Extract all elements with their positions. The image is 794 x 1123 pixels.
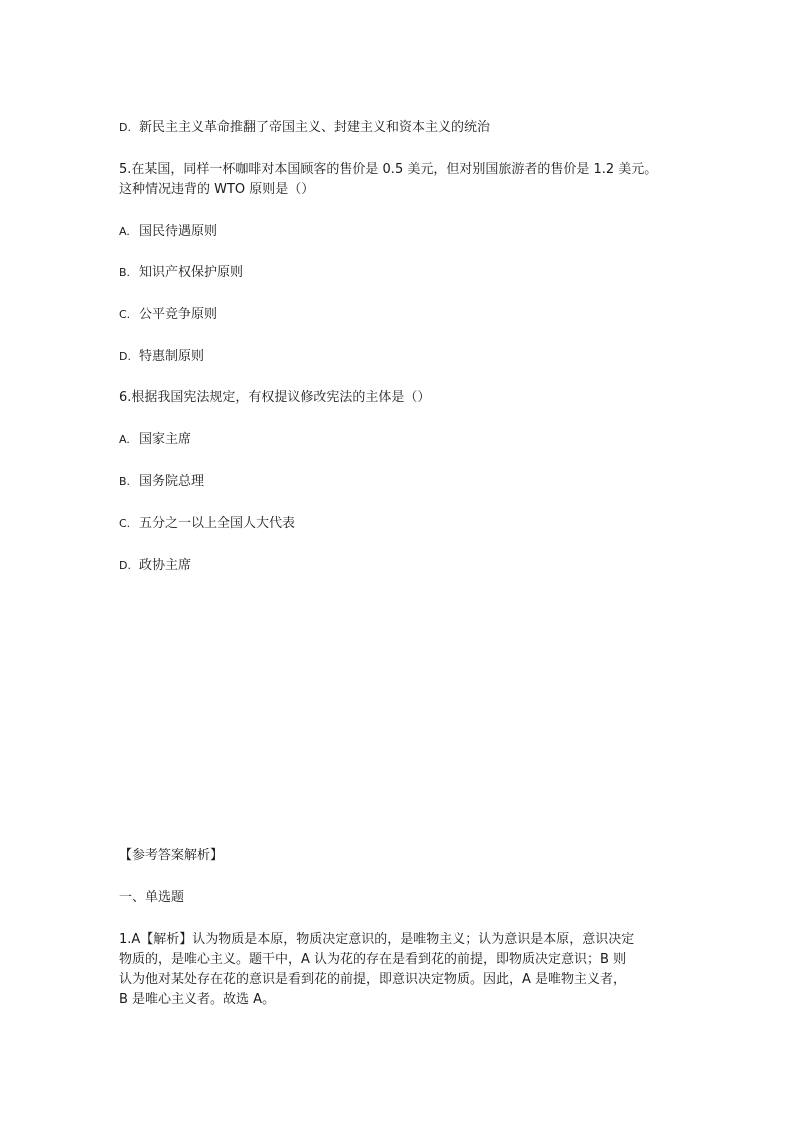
q5-option-d (119, 347, 699, 367)
option-text: 公平竞争原则 (139, 307, 218, 322)
option-text: 特惠制原则 (139, 349, 205, 364)
answer-1-line4: B 是唯心主义者。故选 A。 (119, 992, 276, 1007)
q6-stem: 6.根据我国宪法规定，有权提议修改宪法的主体是（） (119, 390, 431, 405)
answer-1-line1: 1.A【解析】认为物质是本原，物质决定意识的，是唯物主义；认为意识是本原，意识决定 (119, 932, 635, 947)
option-letter: C. (119, 308, 131, 321)
option-text: 五分之一以上全国人大代表 (139, 516, 296, 531)
answer-1 (119, 930, 699, 1010)
answers-section-title: 一、单选题 (119, 890, 185, 905)
q5-option-c (119, 305, 699, 325)
option-text: 政协主席 (139, 558, 192, 573)
answers-heading: 【参考答案解析】 (119, 848, 224, 863)
q5-stem-line2: 这种情况违背的 WTO 原则是（） (119, 182, 315, 197)
option-letter: A. (119, 433, 130, 446)
option-text: 新民主主义革命推翻了帝国主义、封建主义和资本主义的统治 (139, 120, 491, 135)
q5-option-a (119, 222, 699, 242)
option-letter: D. (119, 121, 131, 134)
option-text: 国民待遇原则 (139, 224, 218, 239)
q4-option-d (119, 118, 699, 138)
answer-1-line2: 物质的，是唯心主义。题干中，A 认为花的存在是看到花的前提，即物质决定意识；B 则 (119, 952, 627, 967)
answer-1-line3: 认为他对某处存在花的意识是看到花的前提，即意识决定物质。因此，A 是唯物主义者， (119, 972, 627, 987)
q6-option-b (119, 472, 699, 492)
q5-option-b (119, 263, 699, 283)
option-text: 国务院总理 (139, 474, 205, 489)
q6-option-a (119, 430, 699, 450)
option-letter: A. (119, 225, 130, 238)
q5-stem-line1: 5.在某国，同样一杯咖啡对本国顾客的售价是 0.5 美元，但对别国旅游者的售价是 1.2 美元。 (119, 162, 658, 177)
option-text: 国家主席 (139, 432, 192, 447)
q5-stem (119, 160, 699, 200)
option-letter: C. (119, 517, 131, 530)
option-letter: B. (119, 266, 131, 279)
q6-option-c (119, 514, 699, 534)
option-letter: D. (119, 559, 131, 572)
option-letter: D. (119, 350, 131, 363)
q6-option-d (119, 556, 699, 576)
option-letter: B. (119, 475, 131, 488)
option-text: 知识产权保护原则 (139, 265, 244, 280)
